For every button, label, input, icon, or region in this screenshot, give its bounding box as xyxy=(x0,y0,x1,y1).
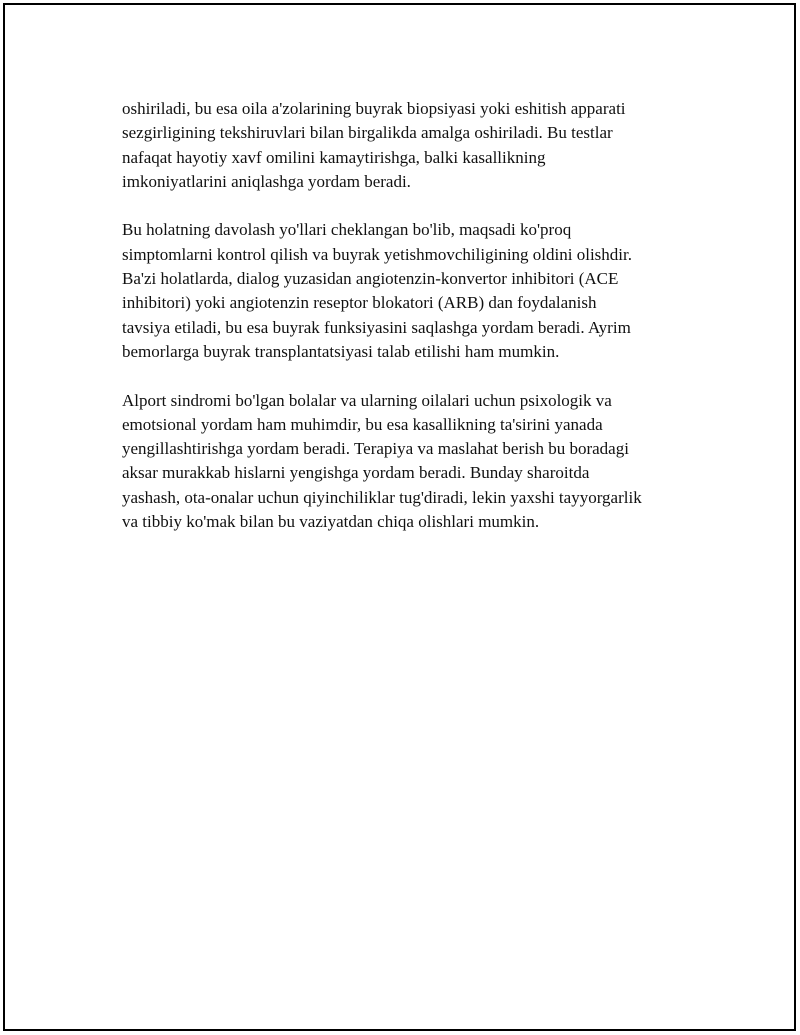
document-body xyxy=(122,97,702,559)
paragraph-3 xyxy=(122,389,702,535)
text-line: emotsional yordam ham muhimdir, bu esa kasallikning ta'sirini yanada xyxy=(122,414,603,434)
text-line: oshiriladi, bu esa oila a'zolarining buyrak biopsiyasi yoki eshitish apparati xyxy=(122,99,626,118)
text-line: tavsiya etiladi, bu esa buyrak funksiyasini saqlashga yordam beradi. Ayrim xyxy=(122,317,631,337)
text-line: va tibbiy ko'mak bilan bu vaziyatdan chiqa olishlari mumkin. xyxy=(122,512,540,532)
text-line: simptomlarni kontrol qilish va buyrak yetishmovchiligining oldini olishdir. xyxy=(122,244,632,264)
text-line: imkoniyatlarini aniqlashga yordam beradi. xyxy=(122,171,411,191)
text-line: yengillashtirishga yordam beradi. Terapiya va maslahat berish bu boradagi xyxy=(122,439,629,459)
paragraph-1 xyxy=(122,97,702,194)
text-line: inhibitori) yoki angiotenzin reseptor blokatori (ARB) dan foydalanish xyxy=(122,293,597,313)
text-line: yashash, ota-onalar uchun qiyinchiliklar tug'diradi, lekin yaxshi tayyorgarlik xyxy=(122,487,642,507)
text-line: Bu holatning davolash yo'llari cheklangan bo'lib, maqsadi ko'proq xyxy=(122,220,572,240)
text-line: aksar murakkab hislarni yengishga yordam beradi. Bunday sharoitda xyxy=(122,463,590,483)
text-line: Ba'zi holatlarda, dialog yuzasidan angiotenzin-konvertor inhibitori (ACE xyxy=(122,269,619,289)
text-line: Alport sindromi bo'lgan bolalar va ularning oilalari uchun psixologik va xyxy=(122,390,612,410)
page-frame xyxy=(3,3,796,1031)
text-line: bemorlarga buyrak transplantatsiyasi talab etilishi ham mumkin. xyxy=(122,341,560,361)
text-line: sezgirligining tekshiruvlari bilan birgalikda amalga oshiriladi. Bu testlar xyxy=(122,123,613,143)
paragraph-2 xyxy=(122,218,702,364)
text-line: nafaqat hayotiy xavf omilini kamaytirishga, balki kasallikning xyxy=(122,147,546,167)
